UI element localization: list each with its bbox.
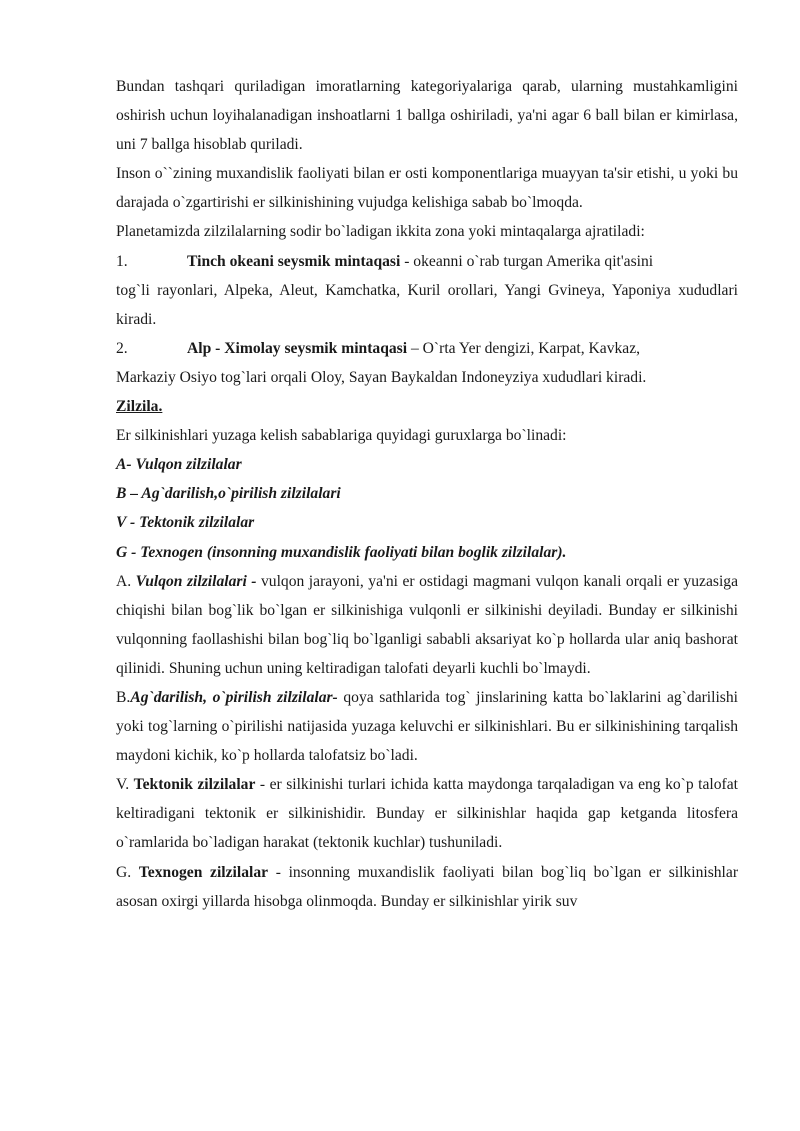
- zone-title: Tinch okeani seysmik mintaqasi: [187, 252, 401, 270]
- zone-item-2: [116, 334, 738, 392]
- zone-title: Alp - Ximolay seysmik mintaqasi: [187, 339, 408, 357]
- detail-term: Vulqon zilzilalari -: [135, 572, 257, 590]
- detail-technogenic: [116, 858, 738, 916]
- category-item-b: B – Ag`darilish,o`pirilish zilzilalari: [116, 485, 341, 503]
- detail-collapse: [116, 683, 738, 770]
- zone-number: 2.: [116, 339, 128, 357]
- detail-prefix: B.: [116, 688, 131, 706]
- detail-text: qoya sathlarida tog` jinslarining katta bo`laklarini ag`darilishi yoki tog`larning o`pirilishi natijasida yuzaga keluvchi er silkinishlari. Bu er silkinishining tarqalish maydoni kichik, ko`p hollarda talofatsiz bo`ladi.: [116, 688, 739, 765]
- detail-term: Texnogen zilzilalar: [138, 863, 269, 881]
- detail-text: - er silkinishi turlari ichida katta maydonga tarqaladigan va eng ko`p talofat keltiradigani tektonik er silkinishidir. Bunday er silkinishlar haqida gap ketganda litosfera o`ramlarida bo`ladigan harakat (tektonik kuchlar) tushuniladi.: [116, 776, 738, 852]
- zone-text: – O`rta Yer dengizi, Karpat, Kavkaz,: [407, 339, 641, 357]
- paragraph-human-impact: Inson o``zining muxandislik faoliyati bilan er osti komponentlariga muayyan ta'sir etishi, u yoki bu darajada o`zgartirishi er silkinishining vujudga kelishiga sabab bo`lmoqda.: [116, 165, 738, 212]
- detail-term: Tektonik zilzilalar: [133, 776, 256, 794]
- zone-text-continued: Markaziy Osiyo tog`lari orqali Oloy, Sayan Baykaldan Indoneyziya xududlari kiradi.: [116, 368, 647, 386]
- category-item-g: G - Texnogen (insonning muxandislik faoliyati bilan boglik zilzilalar).: [116, 543, 567, 561]
- detail-prefix: V.: [116, 776, 134, 794]
- category-item-v: V - Tektonik zilzilalar: [116, 514, 255, 532]
- detail-prefix: G.: [116, 863, 139, 881]
- classification-intro: Er silkinishlari yuzaga kelish sabablariga quyidagi guruxlarga bo`linadi:: [116, 427, 567, 445]
- detail-text: vulqon jarayoni, ya'ni er ostidagi magmani vulqon kanali orqali er yuzasiga chiqishi bilan bog`lik bo`lgan er silkinishiga vulqonli er silkinishi deyiladi. Bunday er silkinishi vulqonning faollashishi bilan bog`liq bo`lganligi sababli aksariyat ko`p hollarda ular aniq bashorat qilinidi. Shuning uchun uning keltiradigan talofati deyarli kuchli bo`lmaydi.: [116, 572, 738, 677]
- detail-text: - insonning muxandislik faoliyati bilan bog`liq bo`lgan er silkinishlar asosan oxirgi yillarda hisobga olinmoqda. Bunday er silkinishlar yirik suv: [116, 863, 739, 910]
- category-item-a: A- Vulqon zilzilalar: [116, 456, 242, 474]
- zone-text-continued: tog`li rayonlari, Alpeka, Aleut, Kamchatka, Kuril orollari, Yangi Gvineya, Yaponiya xududlari kiradi.: [116, 281, 738, 328]
- detail-term: Ag`darilish, o`pirilish zilzilalar-: [130, 688, 338, 706]
- detail-volcanic: [116, 567, 738, 683]
- document-page: [116, 72, 738, 916]
- zone-item-1: [116, 247, 738, 334]
- paragraph-zones-intro: Planetamizda zilzilalarning sodir bo`ladigan ikkita zona yoki mintaqalarga ajratiladi:: [116, 223, 645, 241]
- zone-text: - okeanni o`rab turgan Amerika qit'asini: [400, 252, 654, 270]
- detail-prefix: A.: [116, 572, 136, 590]
- zone-number: 1.: [116, 252, 128, 270]
- detail-tectonic: [116, 770, 738, 857]
- paragraph-building-categories: Bundan tashqari quriladigan imoratlarning kategoriyalariga qarab, ularning mustahkamligini oshirish uchun loyihalanadigan inshoatlarni 1 ballga oshiriladi, ya'ni agar 6 ball bilan er kimirlasa, uni 7 ballga hisoblab quriladi.: [116, 78, 738, 154]
- section-heading: Zilzila.: [116, 398, 163, 416]
